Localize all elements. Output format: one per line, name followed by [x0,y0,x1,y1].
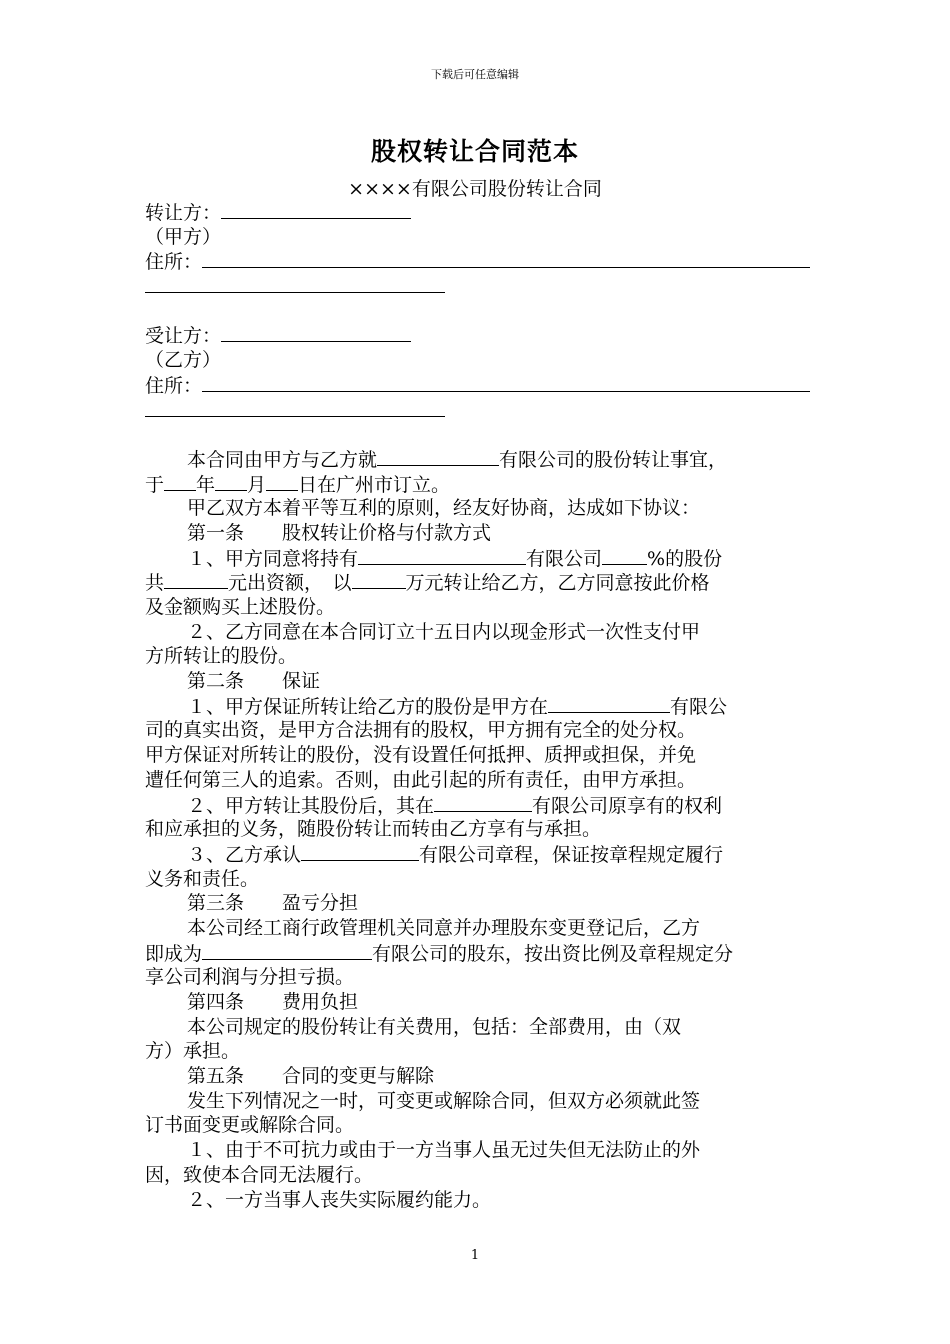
party-b-role: （乙方） [145,349,222,372]
article-2-clause-1: １、甲方保证所转让给乙方的股份是甲方在 有限公 [187,695,728,718]
party-a-label: 转让方： [145,202,222,224]
party-a-line [145,200,815,225]
party-b-address-line [145,373,815,398]
article-2-heading: 第二条 保证 [187,670,321,693]
contract-body: 转让方： （甲方） 住所： 受让方： （乙方） 住所： 本合同由甲方与乙方就 有限公司的股份转让事宜， 于 年 月 日在广州市订立。 甲乙双方本着平等互利的原则，经友好协商，达成如下协议： 第一条 股权转让价格与付款方式 １、甲方同意将持有 有限公司 %的股份 共 元出资额， 以 万元转让给乙方，乙方同意按此价格 及金额购买上述股份。 ２、乙方同意在本合同订立十五日内以现金形式一次性支付甲 方所转让的股份。 第二条 保证 １、甲方保证所转让给乙方的股份是甲方在 有限公 司的真实出资，是甲方合法拥有的股权，甲方拥有完全的处分权。 甲方保证对所转让的股份，没有设置任何抵押、质押或担保，并免 遭任何第三人的追索。否则，由此引起的所有责任，由甲方承担。 ２、甲方转让其股份后，其在 有限公司原享有的权利 和应承担的义务，随股份转让而转由乙方享有与承担。 ３、乙方承认 有限公司章程，保证按章程规定履行 义务和责任。 第三条 盈亏分担 本公司经工商行政管理机关同意并办理股东变更登记后，乙方 即成为 有限公司的股东，按出资比例及章程规定分 享公司利润与分担亏损。 第四条 费用负担 本公司规定的股份转让有关费用，包括：全部费用，由（双 方）承担。 第五条 合同的变更与解除 发生下列情况之一时，可变更或解除合同，但双方必须就此签 订书面变更或解除合同。 １、由于不可抗力或由于一方当事人虽无过失但无法防止的外 因，致使本合同无法履行。 ２、一方当事人丧失实际履约能力。 [145,200,815,1212]
party-a-address-line [145,249,815,274]
document-title: 股权转让合同范本 [370,137,579,166]
party-a-address-line2 [145,274,815,299]
intro-paragraph-2: 甲乙双方本着平等互利的原则，经友好协商，达成如下协议： [187,497,701,520]
article-5-paragraph: 发生下列情况之一时，可变更或解除合同，但双方必须就此签 [187,1089,701,1112]
party-a-address-blank-2 [145,274,445,293]
party-b-address-blank [202,373,810,392]
party-a-role: （甲方） [145,225,222,248]
party-b-blank [221,323,411,342]
article-2-clause-3: ３、乙方承认 有限公司章程，保证按章程规定履行 [187,843,724,866]
document-subtitle: ××××有限公司股份转让合同 [348,178,602,200]
article-5-clause-2: ２、一方当事人丧失实际履约能力。 [187,1188,492,1211]
party-b-address-blank-2 [145,398,445,417]
party-b-label: 受让方： [145,325,222,348]
party-b-line [145,323,815,348]
intro-paragraph: 本合同由甲方与乙方就 有限公司的股份转让事宜， [187,448,728,471]
article-2-clause-2: ２、甲方转让其股份后，其在 有限公司原享有的权利 [187,794,723,817]
party-a-blank [221,200,411,219]
article-4-heading: 第四条 费用负担 [187,991,359,1013]
article-1-clause-2: ２、乙方同意在本合同订立十五日内以现金形式一次性支付甲 [187,620,701,643]
article-3-heading: 第三条 盈亏分担 [187,892,359,915]
article-5-heading: 第五条 合同的变更与解除 [187,1065,435,1088]
article-4-paragraph: 本公司规定的股份转让有关费用，包括：全部费用，由（双 [187,1015,682,1038]
article-1-clause-1: １、甲方同意将持有 有限公司 %的股份 [187,547,723,570]
party-b-address-label: 住所： [145,374,203,397]
article-3-paragraph: 本公司经工商行政管理机关同意并办理股东变更登记后，乙方 [187,916,701,939]
party-a-address-blank [202,249,810,268]
header-note: 下载后可任意编辑 [431,68,519,81]
party-b-address-line2 [145,398,815,423]
article-5-clause-1: １、由于不可抗力或由于一方当事人虽无过失但无法防止的外 [187,1139,701,1162]
article-1-heading: 第一条 股权转让价格与付款方式 [187,521,492,544]
party-a-address-label: 住所： [145,251,203,274]
page-number: 1 [470,1248,480,1263]
